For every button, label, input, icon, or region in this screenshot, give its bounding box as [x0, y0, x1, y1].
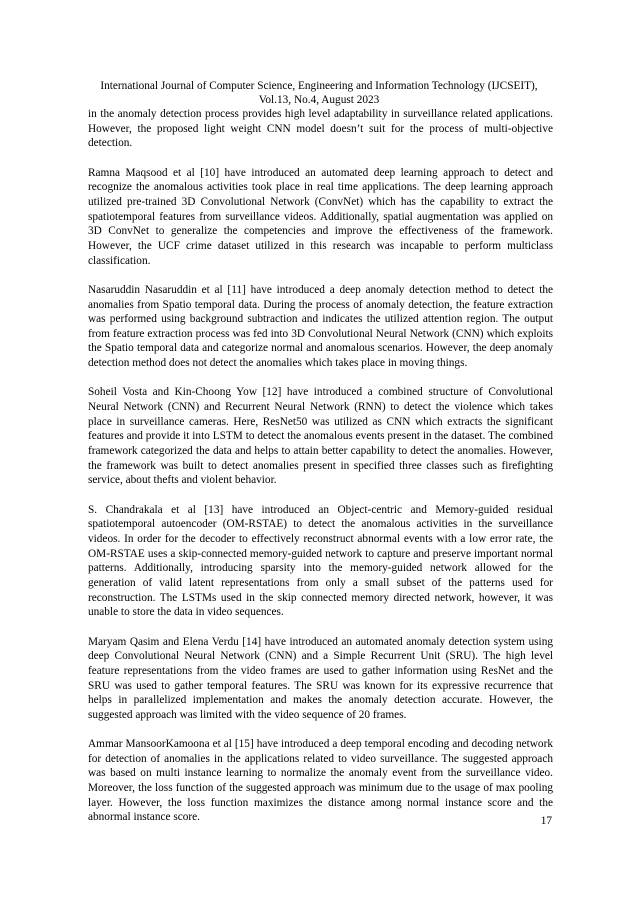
journal-title-line: International Journal of Computer Science, Engineering and Information Technology (IJCSEIT),	[100, 80, 538, 92]
paragraph: Maryam Qasim and Elena Verdu [14] have introduced an automated anomaly detection system using deep Convolutional Neural Network (CNN) and a Simple Recurrent Unit (SRU). The high level feature representations from the video frames are used to gather information using ResNet and the SRU was used to gather temporal features. The SRU was known for its expressive recurrence that helps in parallelized implementation and makes the anomaly detection accurate. However, the suggested approach was limited with the video sequence of 20 frames.	[88, 635, 553, 721]
paragraph: Ramna Maqsood et al [10] have introduced an automated deep learning approach to detect and recognize the anomalous activities took place in real time applications. The deep learning approach utilized pre-trained 3D Convolutional Network (ConvNet) which has the capability to extract the spatiotemporal features from surveillance videos. Additionally, spatial augmentation was applied on 3D ConvNet to generalize the competencies and improve the effectiveness of the framework. However, the UCF crime dataset utilized in this research was incapable to perform multiclass classification.	[88, 166, 553, 267]
paragraph: S. Chandrakala et al [13] have introduced an Object-centric and Memory-guided residual spatiotemporal autoencoder (OM-RSTAE) to detect the anomalous activities in the surveillance videos. In order for the decoder to effectively reconstruct abnormal events with a low error rate, the OM-RSTAE uses a skip-connected memory-guided network to capture and preserve important normal patterns. Additionally, introducing sparsity into the memory-guided network allowed for the generation of valid latent representations from only a small subset of the patterns used for reconstruction. The LSTMs used in the skip connected memory directed network, however, it was unable to store the data in video sequences.	[88, 503, 553, 619]
paragraph: Ammar MansoorKamoona et al [15] have introduced a deep temporal encoding and decoding network for detection of anomalies in the applications related to video surveillance. The suggested approach was based on multi instance learning to normalize the anomaly event from the surveillance video. Moreover, the loss function of the suggested approach was minimum due to the usage of max pooling layer. However, the loss function maximizes the distance among normal instance score and the abnormal instance score.	[88, 738, 553, 824]
paragraph: Nasaruddin Nasaruddin et al [11] have introduced a deep anomaly detection method to detect the anomalies from Spatio temporal data. During the process of anomaly detection, the feature extraction was performed using background subtraction and indicates the utilized attention region. The output from feature extraction process was fed into 3D Convolutional Neural Network (CNN) which exploits the Spatio temporal data and categorize normal and anomalous scenarios. However, the deep anomaly detection method does not detect the anomalies which takes place in moving things.	[88, 283, 553, 370]
journal-header	[60, 79, 578, 107]
page-number: 17	[540, 815, 552, 827]
paragraph: in the anomaly detection process provides high level adaptability in surveillance related applications. However, the proposed light weight CNN model doesn’t suit for the process of multi-objective detection.	[88, 108, 553, 150]
paragraph: Soheil Vosta and Kin-Choong Yow [12] have introduced a combined structure of Convolutional Neural Network (CNN) and Recurrent Neural Network (RNN) to detect the violence which takes place in surveillance cameras. Here, ResNet50 was utilized as CNN which extracts the significant features and provide it into LSTM to detect the anomalous events present in the dataset. The combined framework categorized the data and helps to attain better capability to detect the anomalies. However, the framework was built to detect anomalies present in specified three classes such as firefighting service, about thefts and violent behavior.	[88, 386, 553, 487]
body-text	[88, 107, 553, 840]
journal-volume-line: Vol.13, No.4, August 2023	[258, 94, 380, 106]
